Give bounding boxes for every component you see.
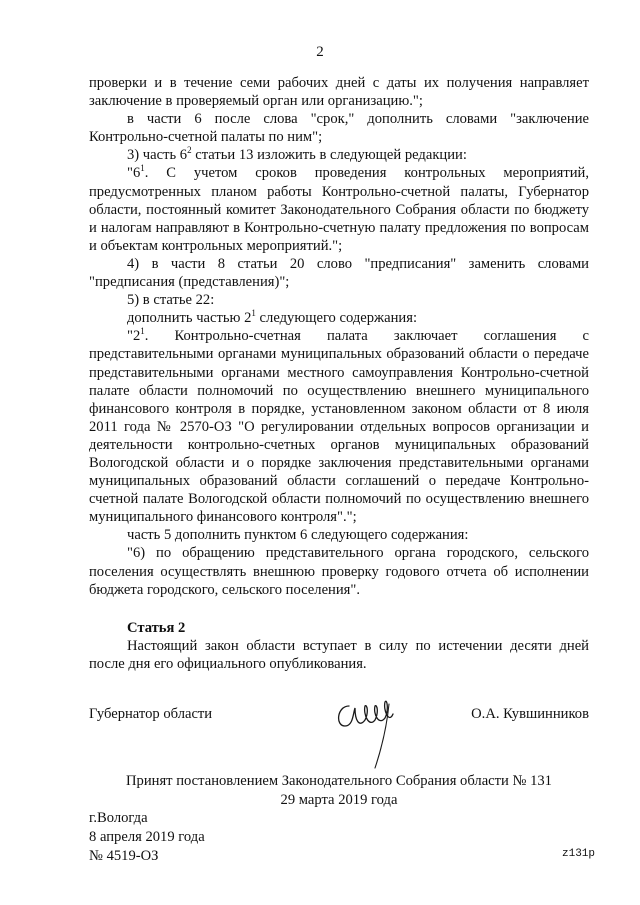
paragraph-7 [89, 309, 589, 327]
signatory-title: Губернатор области [89, 706, 213, 722]
paragraph-10: "6) по обращению представительного органа городского, сельского поселения осуществлять внешнюю проверку годового отчета об исполнении бюджета городского, сельского поселения". [89, 545, 589, 598]
signatory-name: О.А. Кувшинников [471, 706, 589, 722]
paragraph-1: проверки и в течение семи рабочих дней с даты их получения направляет заключение в проверяемый орган или организацию."; [89, 75, 589, 110]
paragraph-4 [89, 164, 589, 254]
adoption-note [89, 772, 589, 809]
paragraph-3-pre: 3) часть 6 [127, 147, 188, 164]
paragraph-2: в части 6 после слова "срок," дополнить словами "заключение Контрольно-счетной палаты по ним"; [89, 111, 589, 146]
paragraph-3 [89, 146, 589, 164]
document-body [89, 74, 589, 673]
footer-law-number: № 4519-ОЗ [89, 848, 159, 864]
adoption-line-2: 29 марта 2019 года [280, 791, 398, 808]
article-text: Настоящий закон области вступает в силу по истечении десяти дней после дня его официального опубликования. [89, 637, 589, 672]
paragraph-8-pre: "2 [127, 328, 141, 345]
footer-city: г.Вологда [89, 810, 148, 826]
paragraph-4-pre: "6 [127, 165, 141, 182]
paragraph-5: 4) в части 8 статьи 20 слово "предписания" заменить словами "предписания (представления)"; [89, 255, 589, 291]
paragraph-8 [89, 327, 589, 526]
signature-block [89, 698, 589, 778]
paragraph-7-pre: дополнить частью 2 [127, 310, 252, 327]
paragraph-6: 5) в статье 22: [127, 292, 215, 309]
adoption-line-1: Принят постановлением Законодательного Собрания области № 131 [126, 773, 552, 789]
footer-date: 8 апреля 2019 года [89, 829, 205, 845]
footer-code: z131p [562, 848, 596, 860]
handwritten-signature-icon [329, 684, 409, 770]
superscript: 1 [251, 308, 256, 319]
superscript: 1 [140, 326, 145, 337]
footer-details [89, 809, 205, 866]
paragraph-3-post: статьи 13 изложить в следующей редакции: [191, 147, 467, 164]
article-heading: Статья 2 [127, 619, 186, 636]
superscript: 2 [187, 145, 192, 156]
paragraph-8-post: . Контрольно-счетная палата заключает соглашения с представительными органами муниципальных образований области о передаче представительными органами местного самоуправления Контрольно-счетной палате области полномочий по осуществлению внешнего муниципального финансового контроля в порядке, установленном законом области от 8 июля 2011 года № 2570-ОЗ "О регулировании отдельных вопросов организации и деятельности контрольно-счетных органов муниципальных образований Вологодской области и о порядке заключения представительными органами муниципальных образований области соглашений о передаче Контрольно-счетной палате Вологодской области полномочий по осуществлению внешнего муниципального финансового контроля"."; [89, 328, 589, 526]
paragraph-9: часть 5 дополнить пунктом 6 следующего содержания: [127, 527, 469, 544]
paragraph-4-post: . С учетом сроков проведения контрольных мероприятий, предусмотренных планом работы Контрольно-счетной палаты, Губернатор области, постоянный комитет Законодательного Собрания области по бюджету и налогам направляют в Контрольно-счетную палату предложения по вопросам и объектам контрольных мероприятий."; [89, 165, 589, 254]
page-number: 2 [316, 44, 324, 60]
paragraph-7-post: следующего содержания: [255, 310, 418, 327]
superscript: 1 [140, 163, 145, 174]
